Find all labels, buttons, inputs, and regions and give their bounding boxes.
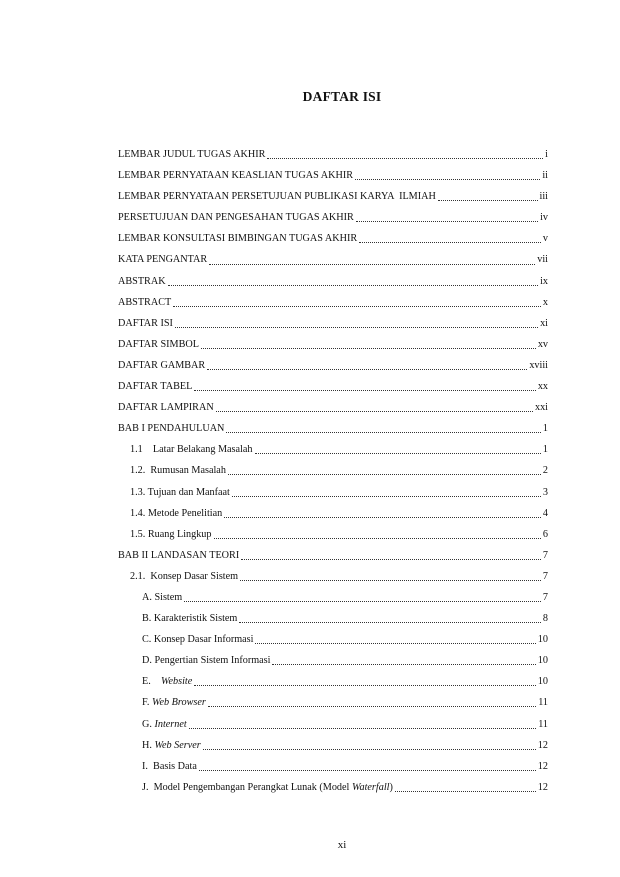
dot-leader [356,221,538,222]
toc-entry-page: ix [540,275,548,287]
toc-entry [118,714,548,735]
toc-entry-label: LEMBAR KONSULTASI BIMBINGAN TUGAS AKHIR [118,233,358,245]
toc-entry [118,165,548,186]
toc-entry-label: B. Karakteristik Sistem [142,613,238,625]
toc-entry [118,692,548,713]
toc-entry [118,418,548,439]
toc-entry [118,439,548,460]
toc-entry [118,608,548,629]
toc-entry [118,566,548,587]
dot-leader [267,158,543,159]
toc-entry-label: E. Website [142,676,193,688]
toc-entry-label: DAFTAR LAMPIRAN [118,402,214,414]
toc-entry-page: xi [540,317,548,329]
dot-leader [355,179,540,180]
toc-entry-label: D. Pengertian Sistem Informasi [142,655,271,667]
toc-entry-page: 10 [537,655,548,667]
toc-entry-page: v [542,233,548,245]
toc-entry-page: xx [537,381,548,393]
toc-entry-label: 1.4. Metode Penelitian [130,507,223,519]
toc-entry-label: ABSTRAK [118,275,166,287]
toc-entry-page: 10 [537,634,548,646]
toc-entry-label: DAFTAR TABEL [118,381,193,393]
dot-leader [208,706,536,707]
toc-entry-label: PERSETUJUAN DAN PENGESAHAN TUGAS AKHIR [118,212,354,224]
toc-entry [118,756,548,777]
toc-entry-page: 7 [542,570,548,582]
toc-entry [118,735,548,756]
toc-entry-label: A. Sistem [142,591,183,603]
dot-leader [232,496,541,497]
dot-leader [224,517,541,518]
toc-entry-label: ABSTRACT [118,296,172,308]
toc-entry-label: H. Web Server [142,739,201,751]
toc-entry-page: 1 [542,423,548,435]
toc-entry-label: LEMBAR PERNYATAAN PERSETUJUAN PUBLIKASI KARYA ILMIAH [118,191,436,203]
toc-entry-label: LEMBAR PERNYATAAN KEASLIAN TUGAS AKHIR [118,170,354,182]
toc-entry-label: BAB II LANDASAN TEORI [118,549,240,561]
toc-entry-label: DAFTAR ISI [118,317,173,329]
dot-leader [228,474,541,475]
toc-entry-label: BAB I PENDAHULUAN [118,423,225,435]
toc-entry [118,207,548,228]
toc-entry-label: 1.2. Rumusan Masalah [130,465,226,477]
toc-entry [118,650,548,671]
dot-leader [201,348,536,349]
toc-entry-page: 4 [542,507,548,519]
toc-entry [118,334,548,355]
dot-leader [194,390,536,391]
toc-entry [118,460,548,481]
toc-entry-page: 12 [537,760,548,772]
dot-leader [194,685,536,686]
dot-leader [199,770,536,771]
toc-entry-page: xv [537,338,548,350]
toc-entry-page: 2 [542,465,548,477]
toc-entry-page: iii [539,191,548,203]
dot-leader [359,242,541,243]
toc-entry-label: 2.1. Konsep Dasar Sistem [130,570,239,582]
toc-entry [118,524,548,545]
toc-entry [118,777,548,798]
toc-entry [118,482,548,503]
page-title: DAFTAR ISI [302,89,382,104]
toc-entry-page: 11 [538,718,548,730]
toc-entry [118,249,548,270]
toc-entry-label: 1.5. Ruang Lingkup [130,528,212,540]
toc-entry-label: LEMBAR JUDUL TUGAS AKHIR [118,149,266,160]
dot-leader [272,664,535,665]
toc-entry-label: 1.3. Tujuan dan Manfaat [130,486,230,498]
toc-entry-page: 12 [537,781,548,793]
toc-entry-page: ii [542,170,548,182]
toc-entry [118,629,548,650]
dot-leader [175,327,538,328]
toc-entry-label: 1.1 Latar Belakang Masalah [130,444,253,456]
toc-entry [118,228,548,249]
table-of-contents [118,144,548,798]
toc-entry-page: 8 [542,613,548,625]
toc-entry-page: i [545,149,548,160]
toc-entry-page: vii [537,254,548,266]
toc-entry-label: I. Basis Data [142,760,197,772]
toc-entry-label: J. Model Pengembangan Perangkat Lunak (Model Waterfall) [142,781,393,793]
page-number: xi [337,839,347,851]
toc-entry [118,503,548,524]
toc-entry-page: 6 [542,528,548,540]
toc-entry-page: 7 [542,549,548,561]
toc-entry-page: 7 [542,591,548,603]
dot-leader [255,453,541,454]
dot-leader [240,580,541,581]
dot-leader [207,369,527,370]
toc-entry-page: xxi [534,402,548,414]
toc-entry-label: DAFTAR GAMBAR [118,359,206,371]
dot-leader [395,791,536,792]
dot-leader [173,306,541,307]
toc-entry-page: 11 [538,697,548,709]
dot-leader [189,728,536,729]
toc-entry [118,271,548,292]
toc-entry [118,186,548,207]
toc-entry-page: x [542,296,548,308]
dot-leader [214,538,541,539]
dot-leader [203,749,536,750]
toc-entry [118,292,548,313]
dot-leader [438,200,538,201]
toc-entry [118,587,548,608]
toc-entry [118,397,548,418]
toc-entry-label: F. Web Browser [142,697,206,709]
toc-entry-page: 10 [537,676,548,688]
toc-entry [118,355,548,376]
toc-entry-label: DAFTAR SIMBOL [118,338,199,350]
dot-leader [168,285,539,286]
dot-leader [239,622,541,623]
toc-entry [118,376,548,397]
toc-entry-page: xviii [529,359,548,371]
toc-entry-label: C. Konsep Dasar Informasi [142,634,254,646]
dot-leader [216,411,533,412]
toc-entry-page: iv [540,212,548,224]
dot-leader [255,643,535,644]
toc-entry [118,671,548,692]
toc-entry-page: 1 [542,444,548,456]
toc-entry [118,545,548,566]
toc-entry-page: 12 [537,739,548,751]
dot-leader [184,601,541,602]
dot-leader [226,432,541,433]
toc-entry-label: G. Internet [142,718,187,730]
toc-entry [118,313,548,334]
dot-leader [241,559,541,560]
dot-leader [209,264,535,265]
toc-entry-page: 3 [542,486,548,498]
toc-entry-label: KATA PENGANTAR [118,254,208,266]
toc-entry [118,144,548,165]
